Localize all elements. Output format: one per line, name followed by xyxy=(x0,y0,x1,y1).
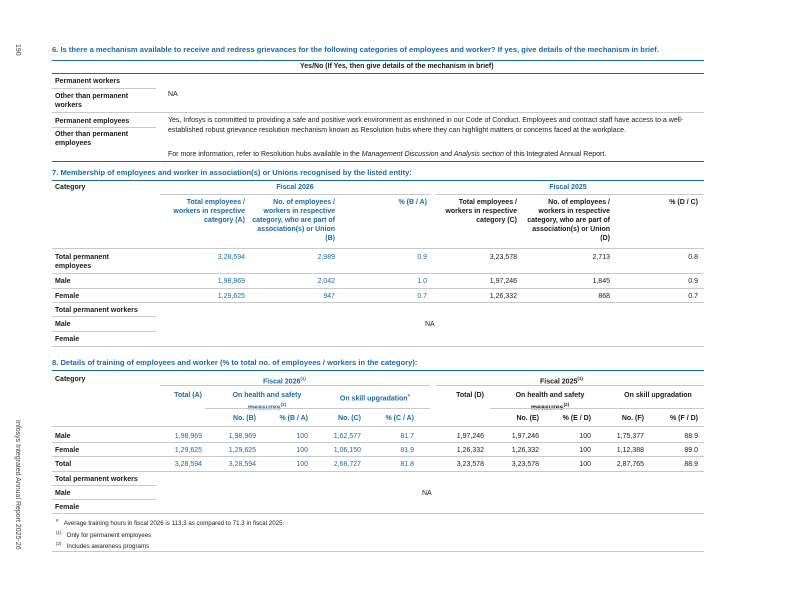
table-cell: 2,87,765 xyxy=(616,461,644,468)
table-cell: 3,28,594 xyxy=(228,461,256,468)
table-row-label: Female xyxy=(55,447,80,454)
table-cell: 3,28,594 xyxy=(174,461,202,468)
table-row-label: Female xyxy=(55,504,80,511)
divider xyxy=(490,408,704,409)
divider xyxy=(436,385,704,386)
divider xyxy=(52,127,156,128)
divider xyxy=(205,408,430,409)
divider xyxy=(52,288,704,289)
table-cell: 0.9 xyxy=(417,254,427,261)
table-cell: 1,29,625 xyxy=(217,293,245,300)
table-row-label: Total permanent workers xyxy=(55,307,138,314)
divider xyxy=(52,485,156,486)
table-row-label: Female xyxy=(55,336,80,343)
table-row-label: Male xyxy=(55,433,71,440)
s6-row-other-workers: Other than permanent workers xyxy=(55,93,129,109)
divider xyxy=(52,316,156,317)
s7-fiscal-2025: Fiscal 2025 xyxy=(549,184,587,191)
s8-skill-2026: On skill upgradation# xyxy=(339,393,411,403)
table-cell: 1,06,150 xyxy=(333,447,361,454)
s8-hs-2025: On health and safety $^{(2)}$ xyxy=(515,392,585,407)
s7-h-d: No. of employees / workers in respective category, who are part of association(s) or Union (D) xyxy=(527,199,610,242)
table-row-label: Total xyxy=(55,461,72,468)
table-cell: 1,29,625 xyxy=(174,447,202,454)
divider xyxy=(52,426,704,427)
table-cell: 1,26,332 xyxy=(489,293,517,300)
s8-hs-2026: On health and safety $^{(2)}$ xyxy=(232,392,302,407)
table-row-label: Female xyxy=(55,293,80,300)
table-cell: 0.8 xyxy=(688,254,698,261)
table-cell: 2,042 xyxy=(317,278,335,285)
table-cell: 88.9 xyxy=(684,433,698,440)
s8-fiscal-2025: Fiscal 2025$^{(1)}$ xyxy=(540,376,583,386)
table-cell: 3,23,578 xyxy=(456,461,484,468)
s7-fiscal-2026: Fiscal 2026 xyxy=(276,184,314,191)
table-cell: 100 xyxy=(579,433,591,440)
table-cell: 1,97,246 xyxy=(489,278,517,285)
divider xyxy=(52,88,156,89)
s8-na: NA xyxy=(422,490,432,497)
divider xyxy=(52,60,704,61)
table-cell: 81.8 xyxy=(400,461,414,468)
s6-grievance-text: Yes, Infosys is committed to providing a safe and positive work environment as enshrined in our Code of Conduct. Employees and contract staff have access to a well-established robust grievance resolution mechanism known as Resolution hubs where they can highlight matters or concerns faced at the workplace. xyxy=(168,117,684,134)
table-cell: 100 xyxy=(296,447,308,454)
divider xyxy=(52,273,704,274)
s8-skill-2025: On skill upgradation xyxy=(624,392,692,399)
divider xyxy=(52,248,704,249)
divider xyxy=(52,513,704,514)
s6-row-permanent-workers: Permanent workers xyxy=(55,78,120,85)
s6-row-other-employees: Other than permanent employees xyxy=(55,131,129,147)
divider xyxy=(52,112,704,113)
s8-pct-ba: % (B / A) xyxy=(279,415,308,422)
table-cell: 2,989 xyxy=(317,254,335,261)
table-row-label: Total permanent employees xyxy=(55,254,109,270)
s8-pct-ed: % (E / D) xyxy=(562,415,591,422)
table-cell: 2,68,727 xyxy=(333,461,361,468)
table-cell: 1,62,577 xyxy=(333,433,361,440)
section-7-title: 7. Membership of employees and worker in association(s) or Unions recognised by the listed entity: xyxy=(52,168,412,177)
table-cell: 947 xyxy=(323,293,335,300)
divider xyxy=(52,551,704,552)
table-cell: 88.9 xyxy=(684,461,698,468)
divider xyxy=(52,180,704,181)
divider xyxy=(436,194,704,195)
divider xyxy=(52,442,704,443)
s6-na: NA xyxy=(168,91,178,98)
s7-h-ba: % (B / A) xyxy=(398,199,427,206)
s6-more-info: For more information, refer to Resolution hubs available in the Management Discussion and Analysis section of this Integrated Annual Report. xyxy=(168,151,607,158)
table-cell: 0.7 xyxy=(688,293,698,300)
s8-no-e: No. (E) xyxy=(516,415,539,422)
table-cell: 1,98,969 xyxy=(174,433,202,440)
s8-category-header: Category xyxy=(55,376,86,383)
s7-h-b: No. of employees / workers in respective category, who are part of association(s) or Union (B) xyxy=(252,199,335,242)
table-row-label: Male xyxy=(55,278,71,285)
table-cell: 1,845 xyxy=(592,278,610,285)
table-cell: 1,97,246 xyxy=(456,433,484,440)
table-cell: 1,75,377 xyxy=(616,433,644,440)
divider xyxy=(52,161,704,162)
section-8-title: 8. Details of training of employees and worker (% to total no. of employees / workers in the category): xyxy=(52,358,418,367)
table-cell: 1,29,625 xyxy=(228,447,256,454)
divider xyxy=(52,370,704,371)
s8-total-d: Total (D) xyxy=(456,392,484,399)
s8-no-f: No. (F) xyxy=(621,415,644,422)
table-cell: 1,98,969 xyxy=(217,278,245,285)
s7-h-c: Total employees / workers in respective category (C) xyxy=(445,199,517,224)
table-cell: 3,28,594 xyxy=(217,254,245,261)
divider xyxy=(160,385,430,386)
s8-total-a: Total (A) xyxy=(174,392,202,399)
table-cell: 1,97,246 xyxy=(511,433,539,440)
table-row-label: Male xyxy=(55,321,71,328)
s6-row-permanent-employees: Permanent employees xyxy=(55,118,130,125)
table-cell: 1,26,332 xyxy=(511,447,539,454)
table-cell: 100 xyxy=(579,447,591,454)
divider xyxy=(160,194,430,195)
table-row-label: Total permanent workers xyxy=(55,476,138,483)
divider xyxy=(52,456,704,457)
table-cell: 1,98,969 xyxy=(228,433,256,440)
s7-category-header: Category xyxy=(55,184,86,191)
divider xyxy=(52,471,704,472)
divider xyxy=(52,346,704,347)
section-6-title: 6. Is there a mechanism available to receive and redress grievances for the following categories of employees and worker? If yes, give details of the mechanism in brief. xyxy=(52,45,659,54)
s7-h-a: Total employees / workers in respective category (A) xyxy=(173,199,245,224)
table-cell: 100 xyxy=(296,433,308,440)
s8-no-c: No. (C) xyxy=(338,415,361,422)
table-cell: 81.9 xyxy=(400,447,414,454)
table-row-label: Male xyxy=(55,490,71,497)
table-cell: 81.7 xyxy=(400,433,414,440)
s8-pct-ca: % (C / A) xyxy=(385,415,414,422)
table-cell: 1,26,332 xyxy=(456,447,484,454)
footnote: # Average training hours in fiscal 2026 is 113.3 as compared to 71.3 in fiscal 2025. xyxy=(56,518,285,528)
table-cell: 1,12,388 xyxy=(616,447,644,454)
report-side-title: Infosys Integrated Annual Report 2025-26 xyxy=(14,420,21,550)
footnote: $^{(1)}$ Only for permanent employees xyxy=(56,530,152,540)
page-number: 190 xyxy=(14,44,21,56)
s7-na: NA xyxy=(425,321,435,328)
table-cell: 0.7 xyxy=(417,293,427,300)
s8-pct-fd: % (F / D) xyxy=(670,415,698,422)
footnote: $^{(2)}$ Includes awareness programs xyxy=(56,541,150,551)
table-cell: 100 xyxy=(579,461,591,468)
divider xyxy=(52,331,156,332)
divider xyxy=(52,73,704,74)
s6-column-header: Yes/No (If Yes, then give details of the mechanism in brief) xyxy=(300,63,494,70)
table-cell: 1.0 xyxy=(417,278,427,285)
table-cell: 2,713 xyxy=(592,254,610,261)
divider xyxy=(52,499,156,500)
table-cell: 100 xyxy=(296,461,308,468)
table-cell: 3,23,578 xyxy=(489,254,517,261)
table-cell: 868 xyxy=(598,293,610,300)
s7-h-dc: % (D / C) xyxy=(669,199,698,206)
table-cell: 0.9 xyxy=(688,278,698,285)
s8-fiscal-2026: Fiscal 2026$^{(1)}$ xyxy=(263,376,306,386)
table-cell: 3,23,578 xyxy=(511,461,539,468)
s8-no-b: No. (B) xyxy=(233,415,256,422)
divider xyxy=(52,302,704,303)
table-cell: 89.0 xyxy=(684,447,698,454)
